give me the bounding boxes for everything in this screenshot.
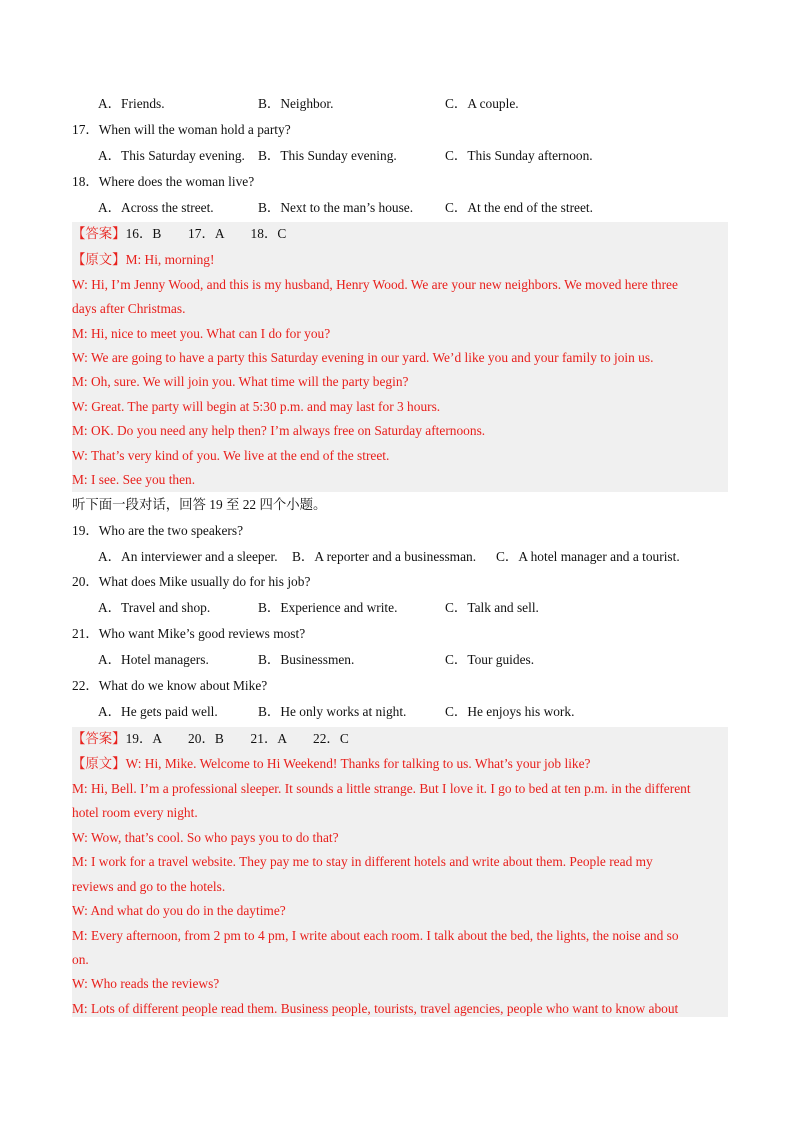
transcript-text: M: Hi, morning! xyxy=(125,252,215,267)
transcript-line: M: I work for a travel website. They pay me to stay in different hotels and write about them. People read my xyxy=(72,854,653,869)
answer-tag: 【答案】 xyxy=(72,731,126,746)
q21-options xyxy=(0,648,800,672)
transcript-line: on. xyxy=(72,952,89,967)
answer-line-1 xyxy=(72,222,286,246)
q18-question: 18．Where does the woman live? xyxy=(72,174,255,189)
q16-option-a: A．Friends. xyxy=(98,96,165,111)
answer-tag: 【答案】 xyxy=(72,226,126,241)
q20-question: 20．What does Mike usually do for his job? xyxy=(72,574,311,589)
q19-option-b: B．A reporter and a businessman. xyxy=(292,549,477,564)
q20-option-c: C．Talk and sell. xyxy=(445,600,539,615)
q20-option-a: A．Travel and shop. xyxy=(98,600,211,615)
q17-option-b: B．This Sunday evening. xyxy=(258,148,397,163)
section-instruction: 听下面一段对话，回答 19 至 22 四个小题。 xyxy=(72,497,327,512)
transcript-line: W: And what do you do in the daytime? xyxy=(72,903,286,918)
transcript-line: W: Great. The party will begin at 5:30 p.m. and may last for 3 hours. xyxy=(72,399,441,414)
q21-option-c: C．Tour guides. xyxy=(445,652,535,667)
answer-text: 19．A 20．B 21．A 22．C xyxy=(125,731,349,746)
q17-option-a: A．This Saturday evening. xyxy=(98,148,245,163)
q17-options xyxy=(0,144,800,168)
original-tag: 【原文】 xyxy=(72,252,126,267)
transcript-line: W: We are going to have a party this Saturday evening in our yard. We’d like you and your family to join us. xyxy=(72,350,654,365)
q16-option-b: B．Neighbor. xyxy=(258,96,334,111)
q18-options xyxy=(0,196,800,220)
q18-option-c: C．At the end of the street. xyxy=(445,200,594,215)
q20-options xyxy=(0,596,800,620)
transcript-line: W: Hi, I’m Jenny Wood, and this is my husband, Henry Wood. We are your new neighbors. We moved here three xyxy=(72,277,678,292)
q22-option-c: C．He enjoys his work. xyxy=(445,704,575,719)
transcript-line: W: That’s very kind of you. We live at the end of the street. xyxy=(72,448,390,463)
q16-option-c: C．A couple. xyxy=(445,96,519,111)
transcript-line: M: OK. Do you need any help then? I’m always free on Saturday afternoons. xyxy=(72,423,486,438)
q17-option-c: C．This Sunday afternoon. xyxy=(445,148,593,163)
transcript-text: W: Hi, Mike. Welcome to Hi Weekend! Thanks for talking to us. What’s your job like? xyxy=(125,756,591,771)
original-tag: 【原文】 xyxy=(72,756,126,771)
answer-text: 16．B 17．A 18．C xyxy=(125,226,287,241)
transcript-line xyxy=(72,248,214,272)
transcript-line: hotel room every night. xyxy=(72,805,198,820)
transcript-line: W: Wow, that’s cool. So who pays you to do that? xyxy=(72,830,339,845)
transcript-line: W: Who reads the reviews? xyxy=(72,976,220,991)
transcript-line: M: Hi, nice to meet you. What can I do for you? xyxy=(72,326,331,341)
q19-option-c: C．A hotel manager and a tourist. xyxy=(496,549,680,564)
q21-question: 21．Who want Mike’s good reviews most? xyxy=(72,626,306,641)
transcript-line: M: Hi, Bell. I’m a professional sleeper. It sounds a little strange. But I love it. I go to bed at ten p.m. in the different xyxy=(72,781,691,796)
q22-options xyxy=(0,700,800,724)
q19-option-a: A．An interviewer and a sleeper. xyxy=(98,549,278,564)
q16-options xyxy=(0,92,800,116)
q21-option-a: A．Hotel managers. xyxy=(98,652,209,667)
q18-option-a: A．Across the street. xyxy=(98,200,214,215)
q18-option-b: B．Next to the man’s house. xyxy=(258,200,414,215)
transcript-line: reviews and go to the hotels. xyxy=(72,879,226,894)
q20-option-b: B．Experience and write. xyxy=(258,600,398,615)
q22-option-a: A．He gets paid well. xyxy=(98,704,218,719)
transcript-line: M: Lots of different people read them. Business people, tourists, travel agencies, people who want to know about xyxy=(72,1001,679,1016)
q21-option-b: B．Businessmen. xyxy=(258,652,355,667)
transcript-line xyxy=(72,752,591,776)
q22-option-b: B．He only works at night. xyxy=(258,704,407,719)
q17-question: 17．When will the woman hold a party? xyxy=(72,122,291,137)
transcript-line: days after Christmas. xyxy=(72,301,186,316)
q22-question: 22．What do we know about Mike? xyxy=(72,678,268,693)
transcript-line: M: Every afternoon, from 2 pm to 4 pm, I write about each room. I talk about the bed, the lights, the noise and so xyxy=(72,928,679,943)
transcript-line: M: Oh, sure. We will join you. What time will the party begin? xyxy=(72,374,409,389)
transcript-line: M: I see. See you then. xyxy=(72,472,196,487)
q19-question: 19．Who are the two speakers? xyxy=(72,523,244,538)
answer-line-2 xyxy=(72,727,349,751)
q19-options xyxy=(0,545,800,569)
